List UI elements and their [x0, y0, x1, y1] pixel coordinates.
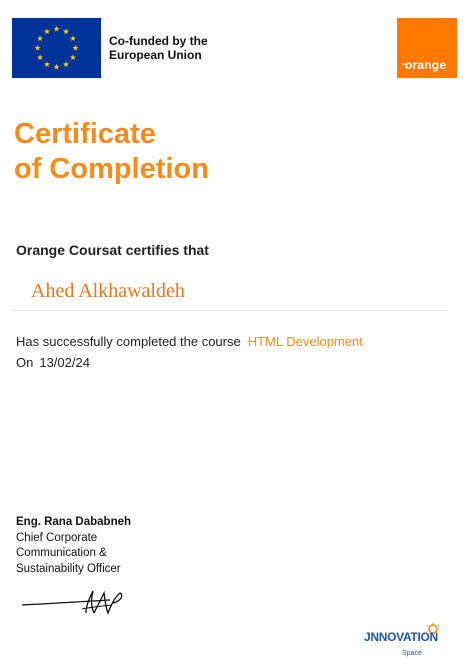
completion-line [16, 334, 363, 349]
eu-star-icon [53, 26, 59, 32]
eu-star-icon [70, 54, 76, 60]
certifies-text: Orange Coursat certifies that [16, 242, 209, 258]
eu-star-icon [72, 45, 78, 51]
signatory-title: Chief Corporate Communication & Sustainability Officer [16, 531, 121, 575]
signatory-block [16, 515, 146, 577]
eu-star-icon [63, 28, 69, 34]
eu-star-icon [53, 64, 59, 70]
eu-flag-icon [12, 18, 101, 78]
eu-star-icon [37, 35, 43, 41]
orange-logo-text: orange [405, 58, 447, 72]
divider [14, 310, 447, 311]
eu-star-icon [63, 61, 69, 67]
date-value: 13/02/24 [39, 355, 90, 370]
completed-text: Has successfully completed the course [16, 334, 241, 349]
eu-star-icon [34, 45, 40, 51]
eu-star-icon [44, 61, 50, 67]
orange-logo [397, 18, 457, 78]
signature-icon [20, 583, 130, 623]
eu-logo [12, 18, 209, 78]
orange-logo-trademark: ™ [401, 63, 407, 69]
completion-date [16, 355, 90, 370]
course-name: HTML Development [247, 334, 363, 349]
recipient-name: Ahed Alkhawaldeh [31, 280, 185, 302]
signatory-name: Eng. Rana Dababneh [16, 516, 132, 528]
certificate-title [14, 117, 209, 187]
eu-star-icon [70, 35, 76, 41]
innovation-space-logo [364, 621, 464, 661]
eu-star-icon [37, 54, 43, 60]
innovation-logo-subtext: Space [402, 650, 422, 657]
innovation-logo-text: JNNOVATION [364, 630, 438, 644]
eu-star-icon [44, 28, 50, 34]
title-line-2: of Completion [14, 153, 209, 185]
title-line-1: Certificate [14, 118, 156, 150]
eu-cofunded-text: Co-funded by the European Union [109, 34, 208, 62]
date-label: On [16, 355, 34, 370]
